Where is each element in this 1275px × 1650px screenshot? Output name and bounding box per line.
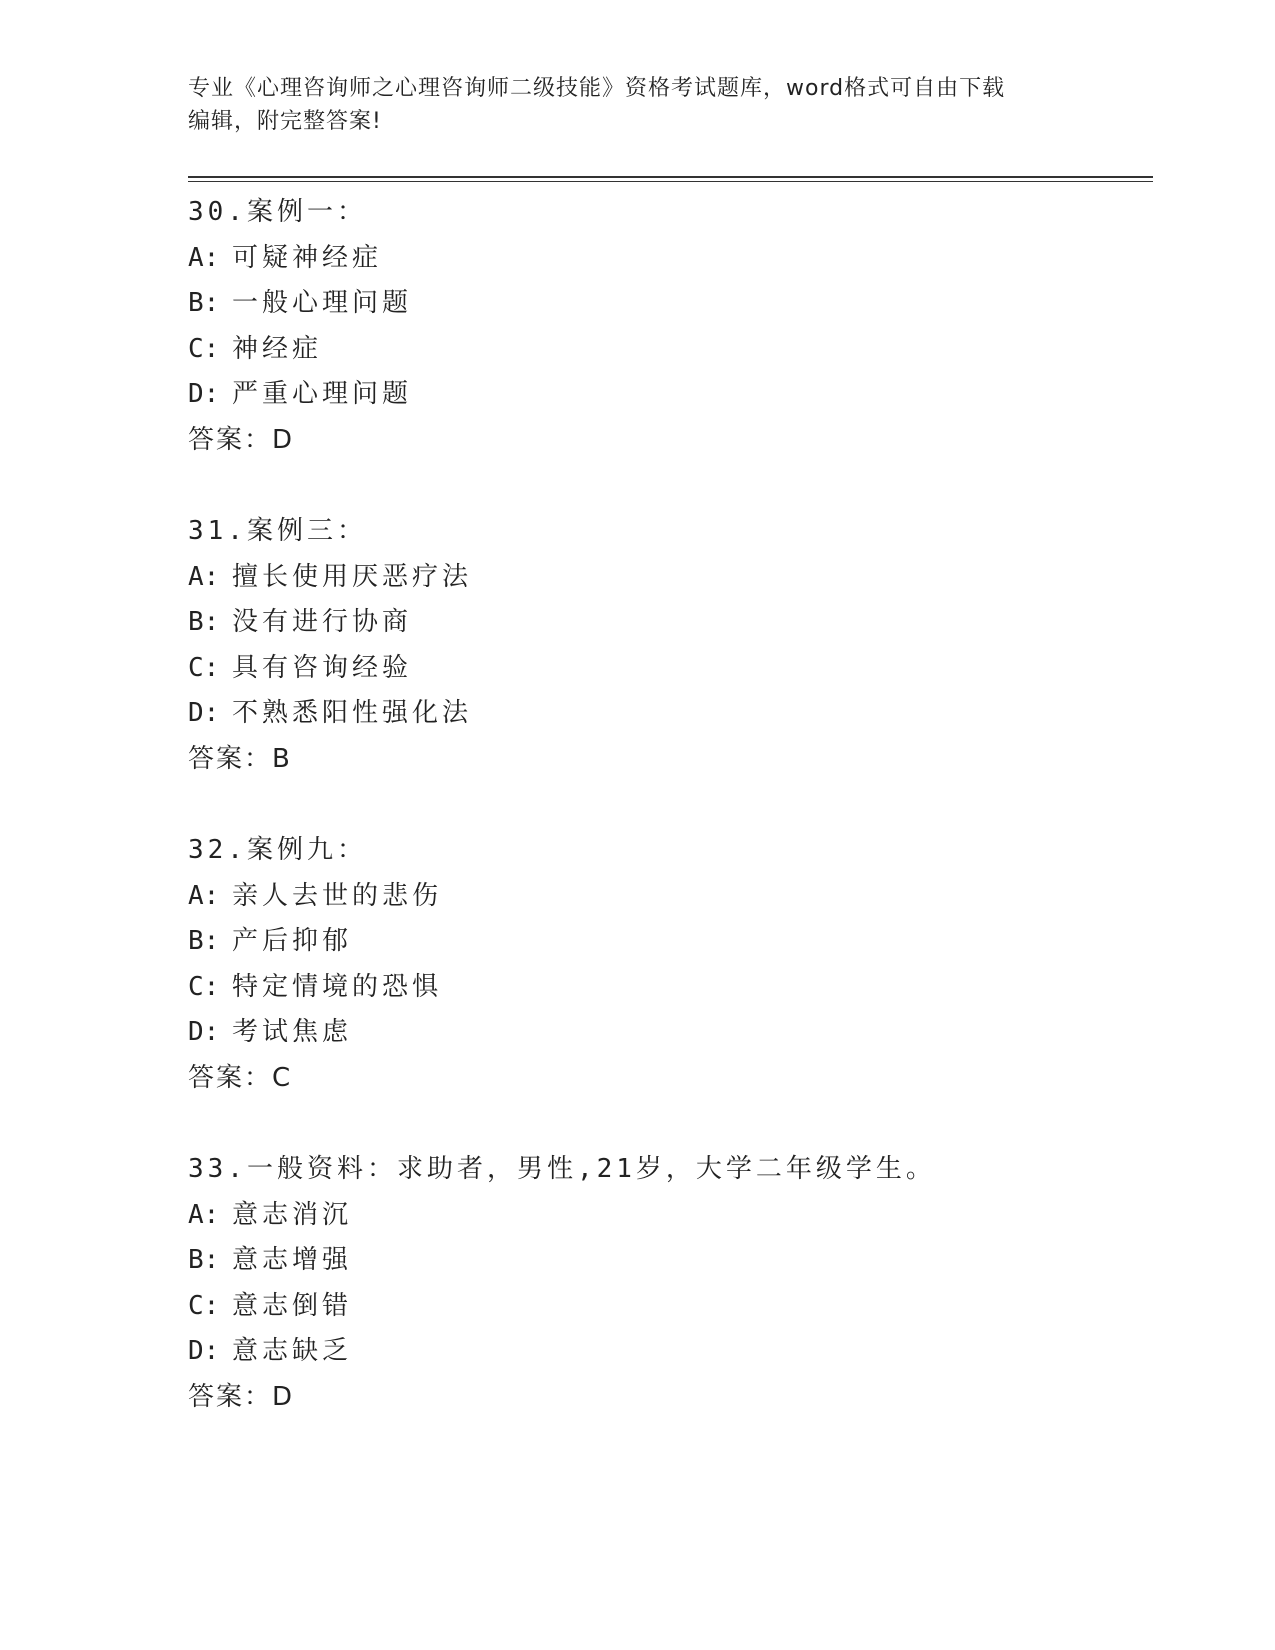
- option-text: 意志缺乏: [232, 1336, 353, 1366]
- option-text: 意志消沉: [232, 1199, 353, 1230]
- option-text: 产后抑郁: [232, 926, 353, 956]
- option-letter: B:: [188, 288, 220, 318]
- option-d: [188, 372, 1148, 418]
- answer: 答案：C: [188, 1062, 293, 1093]
- option-text: 不熟悉阳性强化法: [232, 698, 473, 728]
- header-line-2: 编辑，附完整答案!: [188, 109, 382, 134]
- option-text: 亲人去世的悲伤: [232, 880, 443, 911]
- question-31: [188, 509, 1148, 782]
- answer: 答案：B: [188, 743, 292, 774]
- option-b: [188, 919, 1148, 965]
- option-a: [188, 555, 1148, 601]
- option-letter: B:: [188, 607, 220, 637]
- option-d: [188, 691, 1148, 737]
- option-text: 考试焦虑: [232, 1017, 353, 1047]
- document-header: [188, 72, 1068, 138]
- option-letter: D:: [188, 379, 220, 409]
- question-title: 31.案例三：: [188, 516, 367, 546]
- option-letter: D:: [188, 698, 220, 728]
- question-title: 33.一般资料：求助者，男性,21岁，大学二年级学生。: [188, 1154, 936, 1184]
- option-text: 意志增强: [232, 1245, 353, 1275]
- option-letter: A:: [188, 561, 220, 592]
- option-c: [188, 1284, 1148, 1330]
- option-c: [188, 646, 1148, 692]
- option-text: 特定情境的恐惧: [232, 971, 443, 1002]
- option-a: [188, 236, 1148, 282]
- header-divider-thin: [188, 181, 1153, 182]
- option-letter: A:: [188, 1199, 220, 1230]
- option-b: [188, 1238, 1148, 1284]
- question-title: 30.案例一：: [188, 197, 367, 227]
- option-b: [188, 600, 1148, 646]
- question-list: [188, 190, 1148, 1466]
- option-d: [188, 1010, 1148, 1056]
- question-33: [188, 1147, 1148, 1420]
- option-b: [188, 281, 1148, 327]
- option-text: 严重心理问题: [232, 379, 413, 409]
- option-letter: C:: [188, 652, 220, 683]
- option-c: [188, 965, 1148, 1011]
- answer: 答案：D: [188, 424, 295, 455]
- option-letter: C:: [188, 971, 220, 1002]
- option-letter: B:: [188, 1245, 220, 1275]
- option-d: [188, 1329, 1148, 1375]
- option-text: 擅长使用厌恶疗法: [232, 561, 473, 592]
- option-text: 没有进行协商: [232, 607, 413, 637]
- header-divider-thick: [188, 176, 1153, 178]
- option-letter: A:: [188, 242, 220, 273]
- option-a: [188, 1193, 1148, 1239]
- answer: 答案：D: [188, 1381, 295, 1412]
- option-letter: D:: [188, 1017, 220, 1047]
- option-letter: A:: [188, 880, 220, 911]
- option-text: 神经症: [232, 333, 323, 364]
- header-line-1: 专业《心理咨询师之心理咨询师二级技能》资格考试题库，word格式可自由下载: [188, 76, 1006, 101]
- option-text: 具有咨询经验: [232, 652, 413, 683]
- option-letter: C:: [188, 1290, 220, 1321]
- option-letter: C:: [188, 333, 220, 364]
- option-letter: B:: [188, 926, 220, 956]
- option-a: [188, 874, 1148, 920]
- question-title: 32.案例九：: [188, 835, 367, 865]
- option-text: 可疑神经症: [232, 242, 383, 273]
- question-32: [188, 828, 1148, 1101]
- question-30: [188, 190, 1148, 463]
- option-text: 意志倒错: [232, 1290, 353, 1321]
- option-c: [188, 327, 1148, 373]
- option-text: 一般心理问题: [232, 288, 413, 318]
- option-letter: D:: [188, 1336, 220, 1366]
